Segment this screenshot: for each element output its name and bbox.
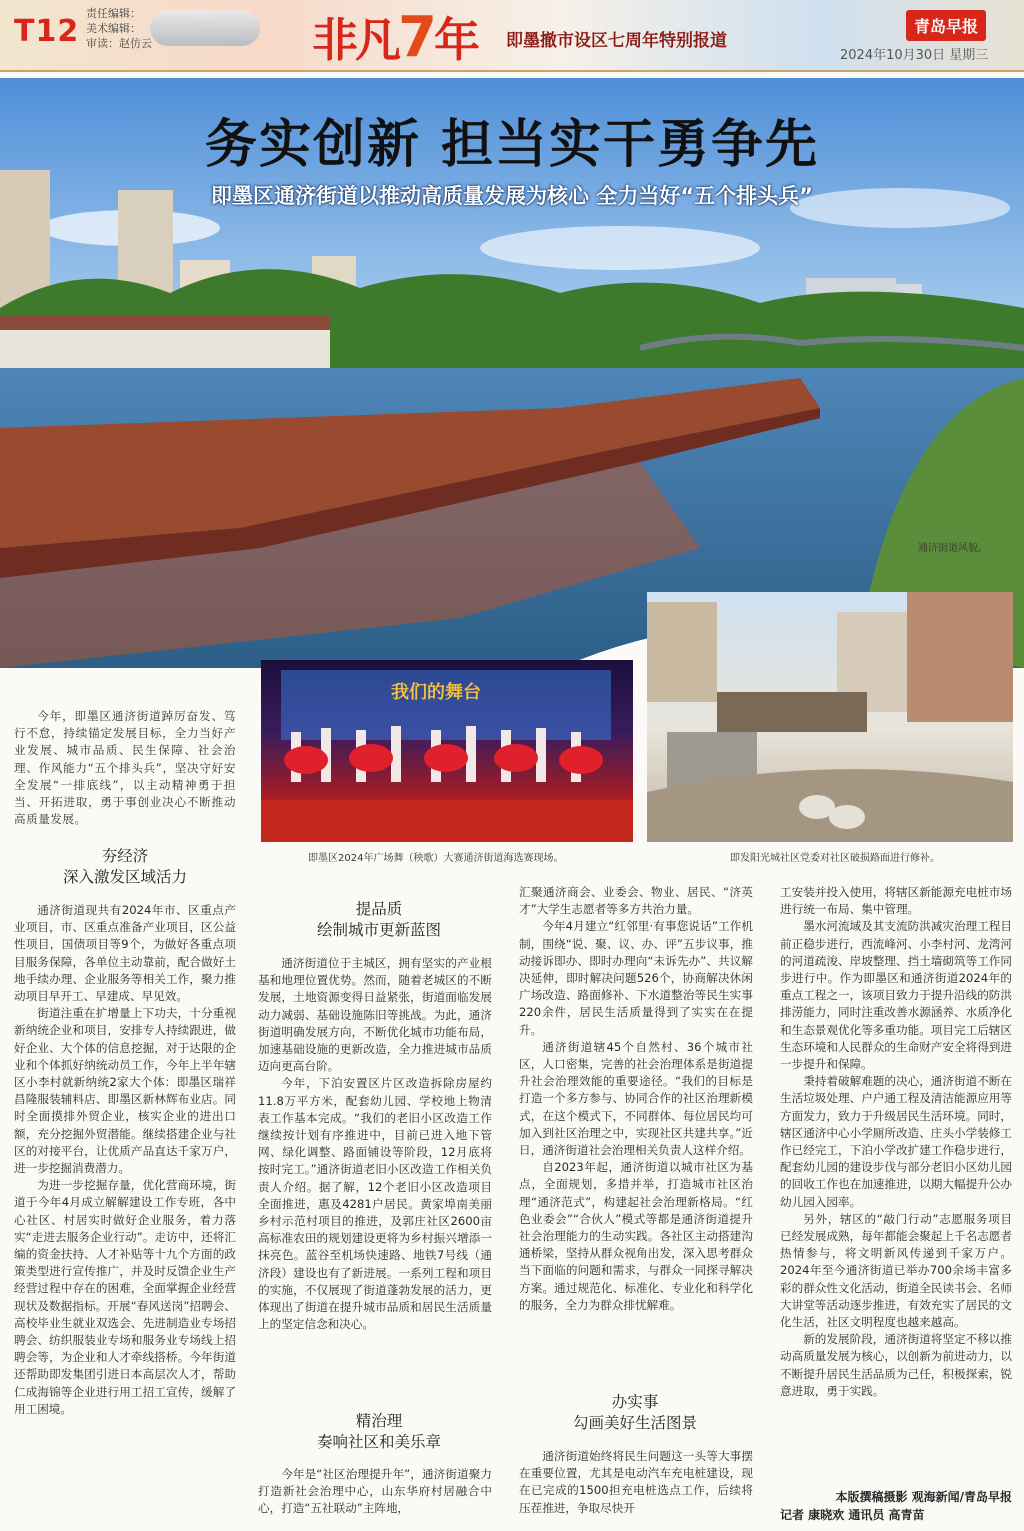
road-repair-illustration <box>647 592 1013 842</box>
page-subheadline: 即墨区通济街道以推动高质量发展为核心 全力当好“五个排头兵” <box>211 184 813 208</box>
column-4 <box>780 884 1012 1400</box>
section-kicker: 精治理 <box>355 1412 403 1430</box>
paragraph: 自2023年起，通济街道以城市社区为基点，全面规划，多措并举，打造城市社区治理“通济范式”，构建起社会治理新格局。“红色业委会”“合伙人”模式等都是通济街道提升社会治理能力的生动实践。各社区主动搭建沟通桥梁，坚持从群众视角出发，深入思考群众当下面临的问题和需求，与群众一同探寻解决方案。通过规范化、标准化、专业化和科学化的服务，全力为群众排忧解难。 <box>519 1160 753 1312</box>
paragraph: 今年，下泊安置区片区改造拆除房屋约11.8万平方米，配套幼儿园、学校地上物清表工作基本完成。“我们的老旧小区改造工作继续按计划有序推进中，目前已进入地下管网、绿化调整、路面铺设等阶段，12月底将按时完工。”通济街道老旧小区改造工作相关负责人介绍。据了解，12个老旧小区改造项目全面推进，惠及4281户居民。黄家埠南美丽乡村示范村项目的推进，及郭庄社区2600亩高标准农田的规划建设更将为乡村振兴增添一抹亮色。蓝谷至机场快速路、地铁7号线（通济段）建设也有了新进展。一系列工程和项目的实施，不仅展现了街道蓬勃发展的活力，更体现出了街道在提升城市品质和居民生活质量上的坚定信念和决心。 <box>258 1076 492 1332</box>
byline-source: 本版撰稿摄影 观海新闻/青岛早报 <box>835 1490 1012 1504</box>
section-kicker: 办实事 <box>611 1393 659 1411</box>
editor-line: 审读：赵仿云 <box>86 37 152 50</box>
paragraph: 街道注重在扩增量上下功夫，十分重视新纳统企业和项目，安排专人持续跟进，做好企业、大个体的信息挖掘，对于达限的企业和个体抓好纳统动员工作，今年上半年辖区小李村就新纳统2家大个体：即墨区瑞祥昌隆服装辅料店、即墨区新林辉布业店。同时全面摸排外贸企业，核实企业的进出口额，充分挖掘外贸潜能。继续搭建企业与社区的对接平台，让优质产品直达千家万户，进一步挖掘消费潜力。 <box>14 1006 236 1176</box>
column-3 <box>519 884 753 1314</box>
section-title: 绘制城市更新蓝图 <box>316 921 441 939</box>
section-title: 勾画美好生活图景 <box>572 1414 697 1432</box>
road-repair-photo <box>647 592 1013 842</box>
editor-credits <box>86 6 152 51</box>
dance-photo <box>261 660 633 842</box>
paragraph: 新的发展阶段，通济街道将坚定不移以推动高质量发展为核心，以创新为前进动力，以不断提升居民生活品质为己任，积极探索，锐意进取，勇于实践。 <box>780 1332 1012 1398</box>
column-1 <box>14 902 236 1418</box>
paragraph: 墨水河流域及其支流防洪减灾治理工程目前正稳步进行，西流峰河、小李村河、龙湾河的河道疏浚、岸坡整理、挡土墙砌筑等工作同步进行中。作为即墨区和通济街道2024年的重点工程之一，该项目致力于提升沿线的防洪排涝能力，同时注重改善水源涵养、水质净化和生态景观优化等多重功能。项目完工后辖区生态环境和人民群众的生命财产安全将得到进一步提升和保障。 <box>780 919 1012 1072</box>
paragraph: 今年4月建立“红邻里·有事您说话”工作机制，围绕“说、聚、议、办、评”五步议事，推动接诉即办、即时办理向“未诉先办”、共议解决延伸，即时解决问题526个，协商解决休闲广场改造、路面修补、下水道整治等民生实事220余件，居民生活质量得到了实实在在提升。 <box>519 919 753 1037</box>
column-3-tail <box>519 1448 753 1517</box>
paragraph: 工安装并投入使用，将辖区新能源充电桩市场进行统一布局、集中管理。 <box>780 885 1012 917</box>
byline-reporters: 记者 康晓欢 通讯员 高青苗 <box>780 1508 925 1522</box>
column-2-tail <box>258 1466 492 1518</box>
page-banner <box>0 0 1024 72</box>
special-logo-seven: 7 <box>398 5 434 70</box>
paragraph: 通济街道辖45个自然村、36个城市社区，人口密集，完善的社会治理体系是街道提升社会治理效能的重要途径。“我们的目标是打造一个多方参与、协同合作的社区治理新模式，在这个模式下，不同群体、每位居民均可加入到社区治理之中，实现社区共建共享。”近日，通济街道社会治理相关负责人这样介绍。 <box>519 1039 753 1158</box>
section-kicker: 夯经济 <box>101 847 149 865</box>
special-report-logo <box>312 4 477 70</box>
section-heading-economy <box>14 846 236 888</box>
section-kicker: 提品质 <box>355 900 403 918</box>
issue-date: 2024年10月30日 星期三 <box>840 48 989 63</box>
special-report-subtitle: 即墨撤市设区七周年特别报道 <box>506 31 727 51</box>
section-title: 深入激发区域活力 <box>62 868 187 886</box>
page-headline: 务实创新 担当实干勇争先 <box>204 115 820 175</box>
paragraph: 汇聚通济商会、业委会、物业、居民、“济英才”大学生志愿者等多方共治力量。 <box>519 885 753 917</box>
paragraph: 另外，辖区的“敲门行动”志愿服务项目已经发展成熟，每年都能会聚起上千名志愿者热情参与，将文明新风传递到千家万户。2024年至今通济街道已举办700余场丰富多彩的群众性文化活动，街道全民读书会、名师大讲堂等活动逐步推进，有效充实了居民的文化生活，社区文明程度也越来越高。 <box>780 1211 1012 1330</box>
dance-stage-text: 我们的舞台 <box>391 682 481 703</box>
banner-train-image <box>150 10 260 46</box>
paragraph: 为进一步挖掘存量，优化营商环境，街道于今年4月成立解解建设工作专班，各中心社区、村居实时做好企业服务，着力落实“走进去服务企业行动”。走访中，还将汇编的资金扶持、人才补贴等十九个方面的政策类型进行宣传推广，并及时反馈企业生产经营过程中存在的困难，全面掌握企业经营现状及数据指标。开展“春风送岗”招聘会、高校毕业生就业双选会、先进制造业专场招聘会、纺织服装业专场和服务业专场线上招聘会等，为企业和人才牵线搭桥。今年街道还帮助即发集团引进日本高层次人才，帮助仁成海锦等企业进行用工招工宣传，缓解了用工困境。 <box>14 1178 236 1416</box>
byline <box>780 1488 1012 1524</box>
special-logo-text-c: 年 <box>433 13 477 67</box>
editor-line: 责任编辑： <box>86 7 141 20</box>
road-repair-caption: 即发阳光城社区党委对社区破损路面进行修补。 <box>730 853 940 864</box>
section-heading-governance <box>268 1411 490 1453</box>
paragraph: 秉持着破解难题的决心，通济街道不断在生活垃圾处理、户户通工程及清洁能源应用等方面发力，致力于升级居民生活环境。同时，辖区通济中心小学厕所改造、庄头小学装修工作已经完工，下泊小学改扩建工作稳步进行，配套幼儿园的建设步伐与部分老旧小区幼儿园的回收工作也在加速推进，以期大幅提升公办幼儿园入园率。 <box>780 1074 1012 1209</box>
intro-paragraph: 今年，即墨区通济街道踔厉奋发、笃行不怠，持续锚定发展目标，全力当好产业发展、城市品质、民生保障、社会治理、作风能力“五个排头兵”，坚决守好安全发展“一排底线”，以主动精神勇于担当、开拓进取，勇于事创业决心不断推动高质量发展。 <box>14 709 236 827</box>
editor-line: 美术编辑： <box>86 22 141 35</box>
paragraph: 通济街道始终将民生问题这一头等大事摆在重要位置，尤其是电动汽车充电桩建设，现在已完成的1500担充电桩选点工作，后续将压茬推进，争取尽快开 <box>519 1449 753 1515</box>
newspaper-logo: 青岛早报 <box>906 10 986 41</box>
paragraph: 今年是“社区治理提升年”，通济街道聚力打造新社会治理中心，山东华府村居融合中心，打造“五社联动”主阵地， <box>258 1467 492 1516</box>
section-title: 奏响社区和美乐章 <box>316 1433 441 1451</box>
paragraph: 通济街道现共有2024年市、区重点产业项目，市、区重点准备产业项目，区公益性项目，国债项目等9个，为做好各重点项目服务保障，各单位主动靠前，配合做好土地手续办理、企业服务等相关工作，聚力推动项目早开工、早建成、早见效。 <box>14 903 236 1004</box>
page-number: T12 <box>14 14 80 49</box>
hero-caption: 通济街道风貌。 <box>918 543 988 554</box>
paragraph: 通济街道位于主城区，拥有坚实的产业根基和地理位置优势。然而，随着老城区的不断发展，土地资源变得日益紧张，街道面临发展动力减弱、基础设施陈旧等挑战。为此，通济街道明确发展方向，不断优化城市功能布局，加速基础设施的更新改造，全力推进城市品质迈向更高台阶。 <box>258 956 492 1074</box>
section-heading-quality <box>268 899 490 941</box>
column-2 <box>258 955 492 1333</box>
section-heading-service <box>524 1392 746 1434</box>
dance-caption: 即墨区2024年广场舞（秧歌）大赛通济街道海选赛现场。 <box>308 853 564 864</box>
special-logo-text-a: 非凡 <box>312 13 398 67</box>
